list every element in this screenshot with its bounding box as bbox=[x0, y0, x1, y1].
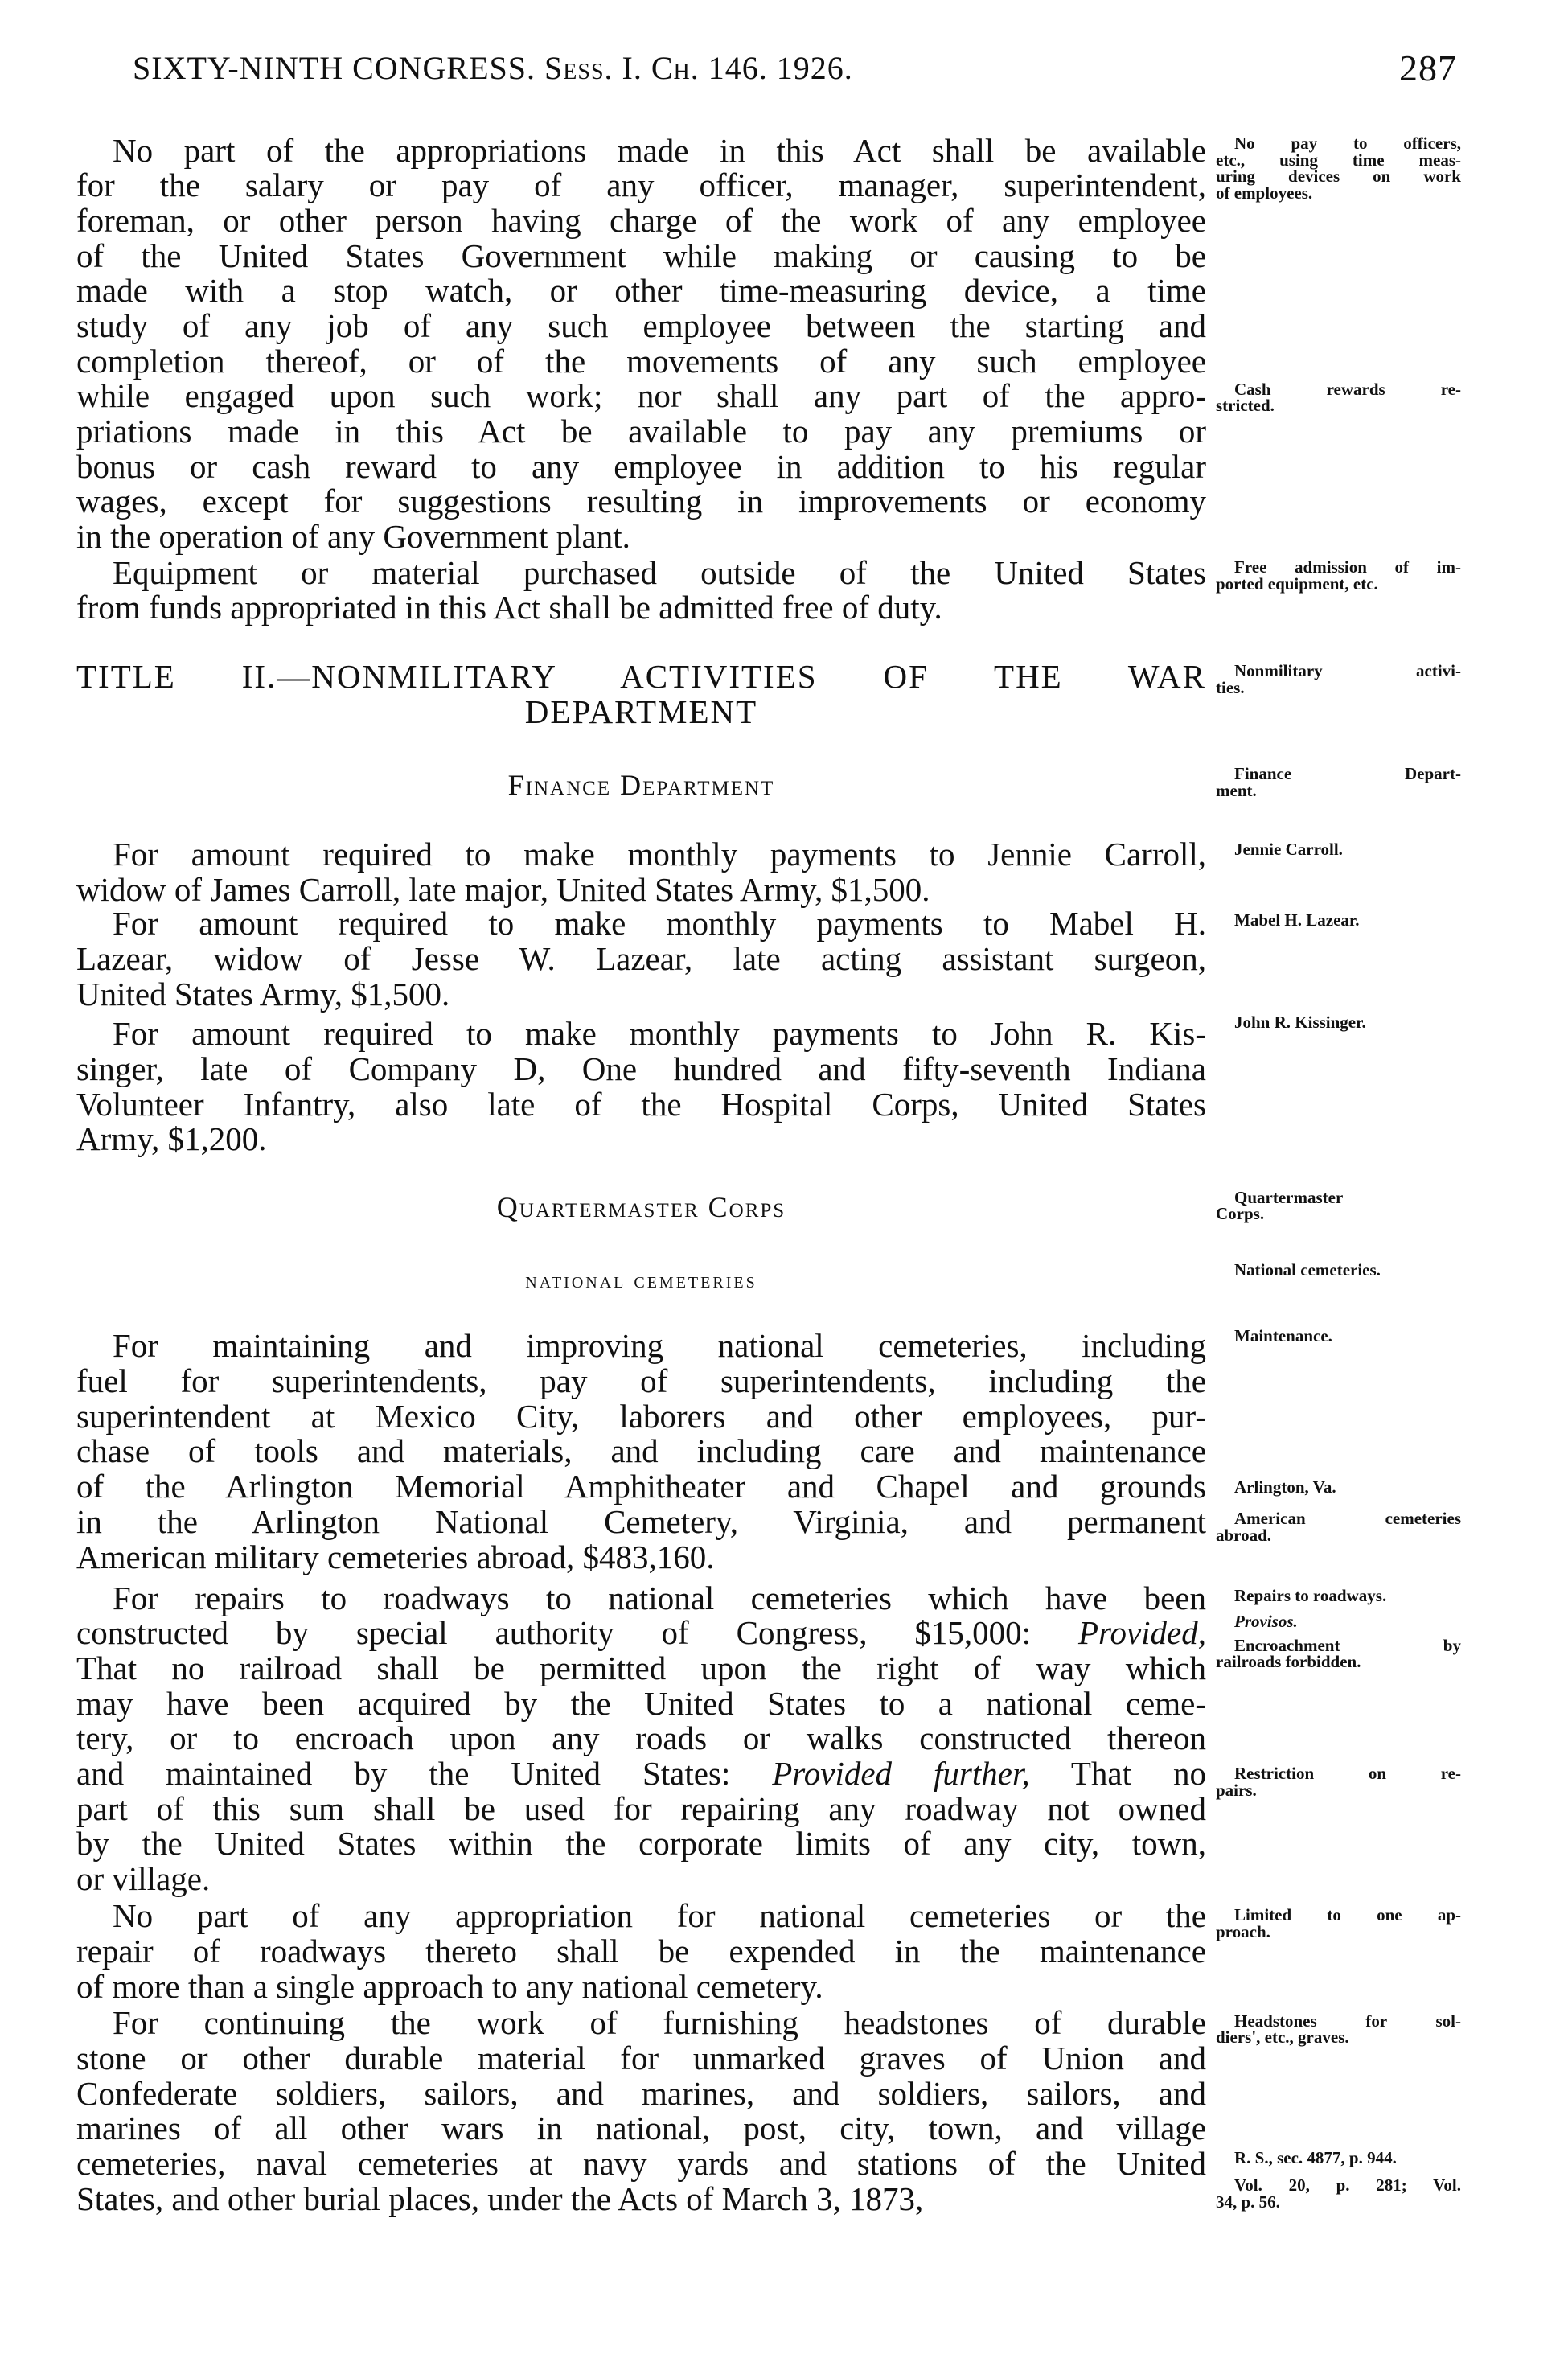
margin-note: stricted. bbox=[1216, 397, 1275, 416]
margin-note: Arlington, Va. bbox=[1234, 1478, 1336, 1497]
paragraph-line: in the Arlington National Cemetery, Virginia, and permanent bbox=[76, 1502, 1206, 1540]
margin-note bbox=[1234, 1613, 1461, 1631]
margin-note: of employees. bbox=[1216, 185, 1313, 203]
running-head: SIXTY-NINTH CONGRESS. Sess. I. Ch. 146. 1926. bbox=[133, 50, 853, 86]
paragraph-line: for the salary or pay of any officer, manager, superintendent, bbox=[76, 166, 1206, 204]
paragraph-line: United States Army, $1,500. bbox=[76, 975, 450, 1013]
margin-note: John R. Kissinger. bbox=[1234, 1014, 1366, 1033]
margin-note: Corps. bbox=[1216, 1206, 1265, 1224]
margin-note: Mabel H. Lazear. bbox=[1234, 911, 1360, 930]
margin-note: abroad. bbox=[1216, 1526, 1272, 1545]
paragraph-line: For continuing the work of furnishing headstones of durable bbox=[113, 2004, 1206, 2042]
margin-note: R. S., sec. 4877, p. 944. bbox=[1234, 2150, 1397, 2168]
margin-note: Restriction on re- bbox=[1234, 1765, 1461, 1783]
paragraph-line: For amount required to make monthly payments to John R. Kis- bbox=[113, 1015, 1206, 1053]
paragraph-line: marines of all other wars in national, post, city, town, and village bbox=[76, 2109, 1206, 2147]
paragraph-line: repair of roadways thereto shall be expended in the maintenance bbox=[76, 1932, 1206, 1970]
paragraph-line: or village. bbox=[76, 1860, 211, 1897]
italic-text: Provided, bbox=[1077, 1614, 1206, 1652]
margin-note: National cemeteries. bbox=[1234, 1261, 1381, 1280]
margin-note: uring devices on work bbox=[1216, 168, 1461, 187]
section-heading: Finance Department bbox=[507, 768, 775, 801]
margin-note: Quartermaster bbox=[1234, 1189, 1344, 1207]
paragraph-line: made with a stop watch, or other time-measuring device, a time bbox=[76, 272, 1206, 310]
paragraph-line: of the Arlington Memorial Amphitheater and Chapel and grounds bbox=[76, 1468, 1206, 1506]
paragraph-line: That no railroad shall be permitted upon the right of way which bbox=[76, 1649, 1206, 1686]
paragraph-line bbox=[76, 1755, 1206, 1792]
paragraph-line: of the United States Government while making or causing to be bbox=[76, 236, 1206, 274]
margin-note: Finance Depart- bbox=[1234, 765, 1461, 783]
margin-note: railroads forbidden. bbox=[1216, 1653, 1361, 1672]
margin-note: ment. bbox=[1216, 782, 1257, 800]
paragraph-line: Confederate soldiers, sailors, and marines, and soldiers, sailors, and bbox=[76, 2074, 1206, 2112]
paragraph-line: fuel for superintendents, pay of superintendents, including the bbox=[76, 1362, 1206, 1400]
margin-note: Cash rewards re- bbox=[1234, 380, 1461, 399]
paragraph-line bbox=[76, 1614, 1206, 1651]
text-segment: and maintained by the United States: bbox=[76, 1754, 773, 1792]
section-heading: Quartermaster Corps bbox=[496, 1190, 786, 1223]
margin-note: Headstones for sol- bbox=[1234, 2012, 1461, 2031]
italic-text: Provided further, bbox=[772, 1754, 1030, 1792]
paragraph-line: of more than a single approach to any national cemetery. bbox=[76, 1967, 823, 2005]
paragraph-line: American military cemeteries abroad, $483,160. bbox=[76, 1538, 715, 1575]
paragraph-line: from funds appropriated in this Act shall be admitted free of duty. bbox=[76, 589, 942, 626]
paragraph-line: Lazear, widow of Jesse W. Lazear, late acting assistant surgeon, bbox=[76, 940, 1206, 978]
text-segment: That no bbox=[1029, 1754, 1206, 1792]
margin-note: 34, p. 56. bbox=[1216, 2193, 1280, 2212]
margin-note: pairs. bbox=[1216, 1781, 1257, 1800]
subsection-heading: national cemeteries bbox=[525, 1267, 757, 1293]
title-heading: DEPARTMENT bbox=[524, 692, 758, 730]
page-number: 287 bbox=[1399, 47, 1457, 88]
paragraph-line: tery, or to encroach upon any roads or walks constructed thereon bbox=[76, 1719, 1206, 1757]
paragraph-line: singer, late of Company D, One hundred and fifty-seventh Indiana bbox=[76, 1050, 1206, 1087]
paragraph-line: superintendent at Mexico City, laborers and other employees, pur- bbox=[76, 1397, 1206, 1435]
margin-note: Limited to one ap- bbox=[1234, 1907, 1461, 1925]
paragraph-line: priations made in this Act be available to pay any premiums or bbox=[76, 413, 1206, 450]
margin-note: proach. bbox=[1216, 1923, 1270, 1941]
margin-note: Repairs to roadways. bbox=[1234, 1587, 1387, 1605]
paragraph-line: States, and other burial places, under the Acts of March 3, 1873, bbox=[76, 2179, 924, 2217]
margin-note: Nonmilitary activi- bbox=[1234, 663, 1461, 681]
paragraph-line: Equipment or material purchased outside of the United States bbox=[113, 553, 1206, 591]
margin-note: ties. bbox=[1216, 680, 1245, 697]
paragraph-line: For amount required to make monthly payments to Jennie Carroll, bbox=[113, 836, 1206, 873]
title-heading: TITLE II.—NONMILITARY ACTIVITIES OF THE WAR bbox=[76, 657, 1206, 695]
margin-note: Encroachment by bbox=[1234, 1637, 1461, 1655]
paragraph-line: Army, $1,200. bbox=[76, 1120, 267, 1158]
paragraph-line: No part of any appropriation for national cemeteries or the bbox=[113, 1897, 1206, 1935]
margin-note: etc., using time meas- bbox=[1216, 151, 1461, 170]
paragraph-line: foreman, or other person having charge of the work of any employee bbox=[76, 201, 1206, 239]
margin-note: diers', etc., graves. bbox=[1216, 2029, 1349, 2048]
paragraph-line: while engaged upon such work; nor shall any part of the appro- bbox=[76, 377, 1206, 415]
paragraph-line: may have been acquired by the United States to a national ceme- bbox=[76, 1684, 1206, 1722]
paragraph-line: For maintaining and improving national cemeteries, including bbox=[113, 1327, 1206, 1365]
paragraph-line: bonus or cash reward to any employee in addition to his regular bbox=[76, 447, 1206, 485]
margin-note: American cemeteries bbox=[1234, 1510, 1461, 1529]
margin-note: Vol. 20, p. 281; Vol. bbox=[1234, 2176, 1461, 2195]
paragraph-line: study of any job of any such employee between the starting and bbox=[76, 306, 1206, 344]
text-segment: constructed by special authority of Congress, $15,000: bbox=[76, 1614, 1078, 1652]
margin-note: No pay to officers, bbox=[1234, 135, 1461, 154]
paragraph-line: by the United States within the corporate limits of any city, town, bbox=[76, 1825, 1206, 1863]
paragraph-line: chase of tools and materials, and including care and maintenance bbox=[76, 1432, 1206, 1470]
margin-note: Free admission of im- bbox=[1234, 559, 1461, 577]
margin-note: Jennie Carroll. bbox=[1234, 840, 1343, 859]
paragraph-line: For amount required to make monthly payments to Mabel H. bbox=[113, 905, 1206, 943]
italic-text: Provisos. bbox=[1234, 1612, 1298, 1631]
margin-note: Maintenance. bbox=[1234, 1328, 1332, 1346]
paragraph-line: completion thereof, or of the movements of any such employee bbox=[76, 342, 1206, 380]
margin-note: ported equipment, etc. bbox=[1216, 575, 1378, 594]
paragraph-line: cemeteries, naval cemeteries at navy yards and stations of the United bbox=[76, 2145, 1206, 2182]
paragraph-line: For repairs to roadways to national cemeteries which have been bbox=[113, 1579, 1206, 1616]
paragraph-line: Volunteer Infantry, also late of the Hospital Corps, United States bbox=[76, 1085, 1206, 1123]
paragraph-line: stone or other durable material for unmarked graves of Union and bbox=[76, 2039, 1206, 2077]
paragraph-line: in the operation of any Government plant. bbox=[76, 518, 630, 556]
paragraph-line: No part of the appropriations made in this Act shall be available bbox=[113, 131, 1206, 169]
paragraph-line: widow of James Carroll, late major, United States Army, $1,500. bbox=[76, 870, 930, 908]
paragraph-line: part of this sum shall be used for repairing any roadway not owned bbox=[76, 1789, 1206, 1827]
paragraph-line: wages, except for suggestions resulting in improvements or economy bbox=[76, 483, 1206, 520]
